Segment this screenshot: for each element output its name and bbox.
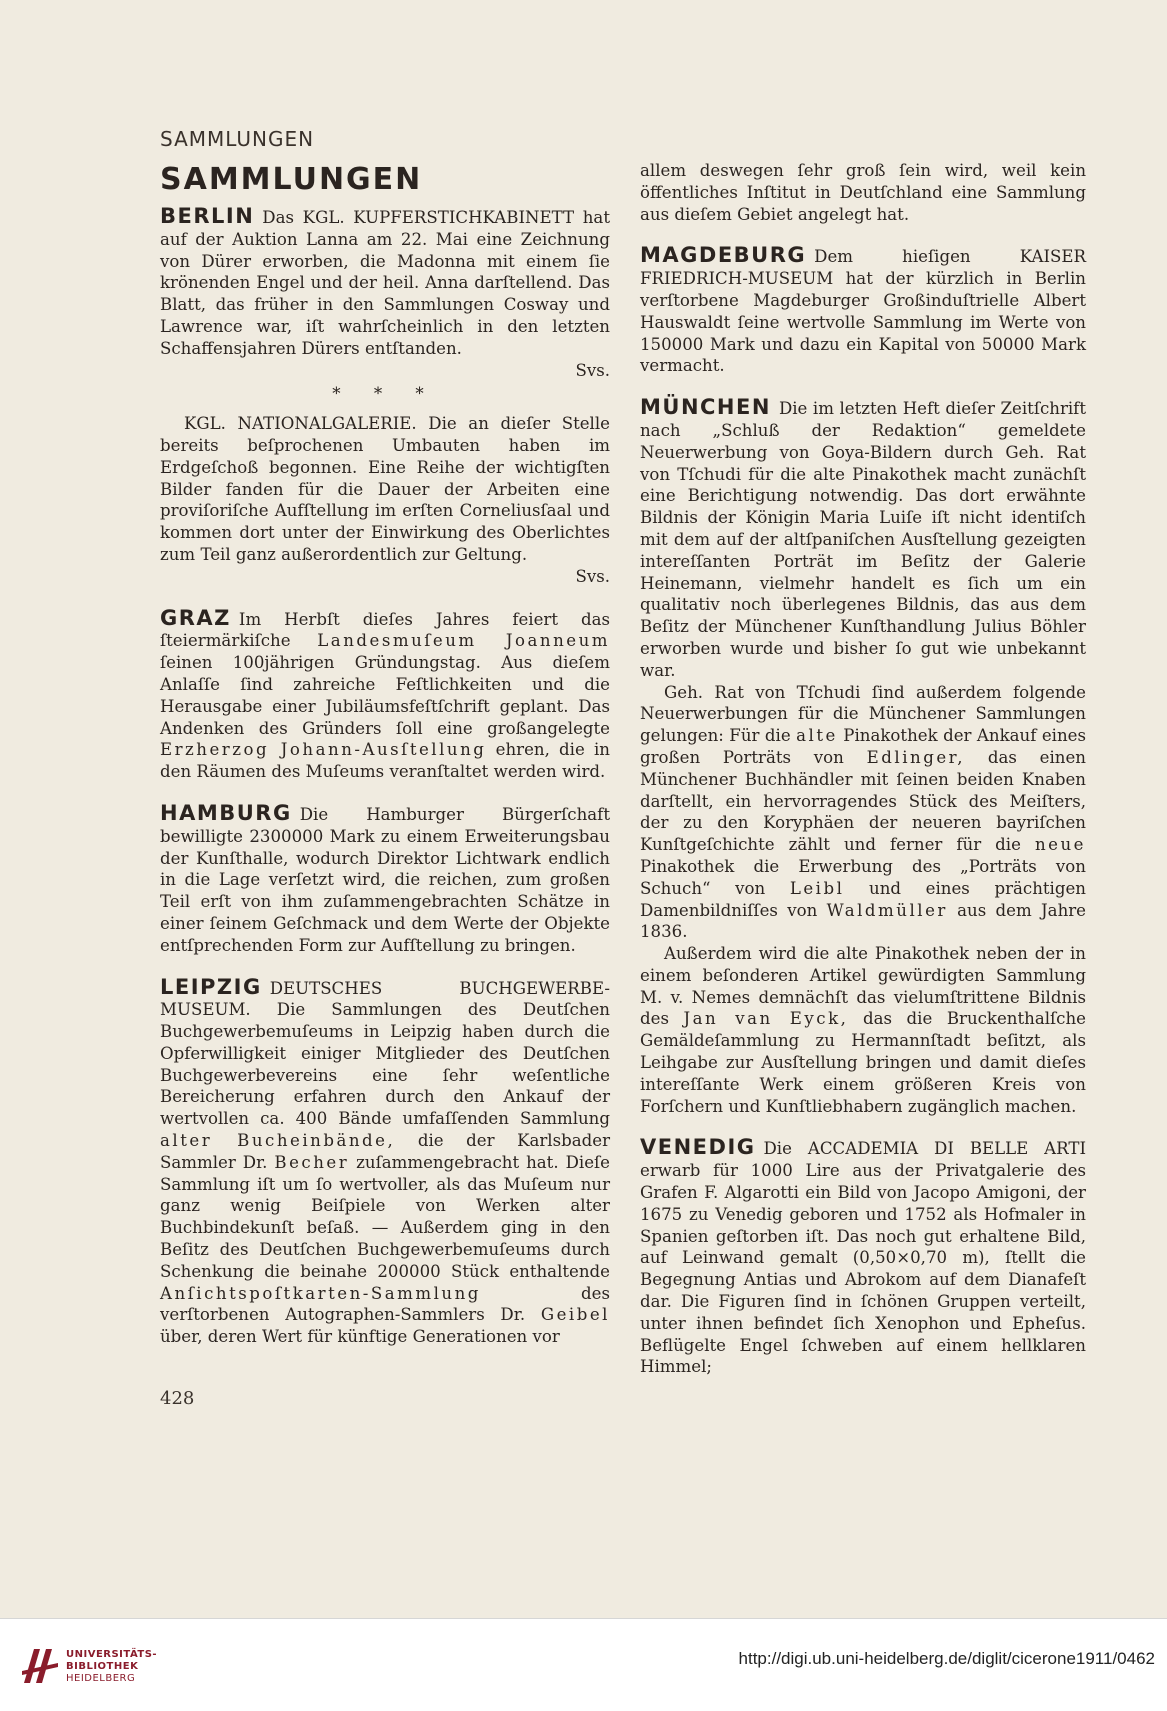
leipzig-text: zuſammengebracht hat. Dieſe Sammlung iſt um ſo wertvoller, als das Muſeum nur ganz wenig Beiſpiele von Werken alter Buchbindekunſt beſaß. — Außerdem ging in den Beſitz des Deutſchen Buchgewerbemuſeums durch Schenkung die beinahe 200000 Stück enthaltende (160, 1152, 610, 1281)
leipzig-spaced-text: Anſichtspoſtkarten-Sammlung (160, 1283, 481, 1303)
section-divider-stars: * * * (332, 384, 438, 404)
logo-line: UNIVERSITÄTS- (66, 1649, 158, 1660)
leipzig-text: die der Karlsbader Sammler Dr. (160, 1131, 611, 1172)
heading-leipzig: LEIPZIG (160, 974, 262, 999)
berlin-text-1: Das KGL. KUPFERSTICHKABINETT hat auf der Auktion Lanna am 22. Mai eine Zeichnung von Dürer erworben, die Madonna mit einem ſie krönenden Engel und der heil. Anna darſtellend. Das Blatt, das früher in den Sammlungen Cosway und Lawrence war, iſt wahrſcheinlich in den letzten Schaffensjahren Dürers entſtanden. (160, 208, 610, 358)
source-url-link[interactable]: http://digi.ub.uni-heidelberg.de/diglit/cicerone1911/0462 (738, 1649, 1155, 1668)
page-title: SAMMLUNGEN (160, 162, 423, 197)
muenchen-spaced-text: Waldmüller (826, 900, 948, 920)
magdeburg-text: Dem hieſigen KAISER FRIEDRICH-MUSEUM hat der kürzlich in Berlin verſtorbene Magdeburger Großinduſtrielle Albert Hauswaldt ſeine wertvolle Sammlung im Werte von 150000 Mark und dazu ein Kapital von 50000 Mark vermacht. (640, 247, 1086, 376)
muenchen-spaced-text: neue (1034, 835, 1086, 855)
heading-graz: GRAZ (160, 605, 231, 630)
section-leipzig (160, 974, 611, 1349)
leipzig-text: DEUTSCHES BUCHGEWERBE-MUSEUM. Die Sammlungen des Deutſchen Buchgewerbemuſeums in Leipzig haben durch die Opferwilligkeit einiger Mitglieder des Deutſchen Buchgewerbevereins eine ſehr weſentliche Bereicherung erfahren durch den Ankauf der wertvollen ca. 400 Bände umfaſſenden Sammlung (160, 978, 610, 1129)
magdeburg-paragraph (640, 245, 1086, 377)
viewer-footer (0, 1618, 1167, 1711)
right-column (640, 160, 1086, 1398)
section-hamburg (160, 800, 610, 957)
leipzig-spaced-text: alter Bucheinbände, (160, 1131, 396, 1151)
muenchen-text: Pinakothek der Ankauf eines großen Porträts von (640, 726, 1086, 767)
heading-berlin: BERLIN (160, 204, 255, 228)
graz-spaced-text: Landesmuſeum Joanneum (317, 631, 611, 651)
leipzig-text: des verſtorbenen Autographen-Sammlers Dr. (160, 1283, 610, 1325)
section-graz (160, 605, 611, 783)
hamburg-text: Die Hamburger Bürgerſchaft bewilligte 2300000 Mark zu einem Erweiterungsbau der Kunſthalle, wodurch Direktor Lichtwark endlich in die Lage verſetzt wird, die reichen, zum großen Teil erſt von ihm zuſammengebrachten Schätze in einer ſeinem Geſchmack und dem Werte der Objekte entſprechenden Form zur Aufſtellung zu bringen. (160, 804, 610, 955)
muenchen-spaced-text: Edlinger, (866, 747, 966, 767)
muenchen-spaced-text: alte (796, 726, 838, 746)
heading-hamburg: HAMBURG (160, 800, 292, 825)
muenchen-text: aus dem Jahre 1836. (640, 900, 1087, 942)
graz-text: Im Herbſt dieſes Jahres feiert das ſteiermärkiſche (160, 609, 610, 651)
section-continuation (640, 160, 1086, 225)
muenchen-text: Geh. Rat von Tſchudi ſind außerdem folgende Neuerwerbungen für die Münchener Sammlungen gelungen: Für die (640, 682, 1086, 746)
page-number: 428 (160, 1388, 195, 1409)
section-magdeburg (640, 245, 1086, 377)
muenchen-paragraph-2 (640, 682, 1086, 944)
library-logo-text[interactable] (66, 1649, 157, 1685)
muenchen-spaced-text: Leibl (789, 878, 845, 898)
graz-text: ſeinen 100jährigen Gründungstag. Aus dieſem Anlaſſe ſind zahreiche Feſtlichkeiten und die Herausgabe einer Jubiläumsfeſtſchrift geplant. Das Andenken des Gründers ſoll eine großangelegte (160, 653, 610, 738)
muenchen-text: Die im letzten Heft dieſer Zeitſchrift nach „Schluß der Redaktion“ gemeldete Neuerwerbung von Goya-Bildern durch Geh. Rat von Tſchudi für die alte Pinakothek macht zunächſt eine Berichtigung notwendig. Das dort erwähnte Bildnis der Königin Maria Luiſe iſt nicht identiſch mit dem auf der altſpaniſchen Ausſtellung gezeigten intereſſanten Porträt im Beſitz der Galerie Heinemann, vielmehr handelt es ſich um ein qualitativ noch überlegenes Bildnis, das aus dem Beſitz der Münchener Kunſthandlung Julius Böhler erworben wurde und bisher ſo gut wie unbekannt war. (640, 399, 1086, 680)
leipzig-spaced-text: Becher (274, 1152, 350, 1172)
running-head: SAMMLUNGEN (160, 127, 315, 151)
venedig-paragraph (640, 1137, 1086, 1378)
signature: Svs. (575, 566, 610, 586)
leipzig-spaced-text: Geibel (540, 1305, 610, 1325)
muenchen-text: und eines prächtigen Damenbildniſſes von (640, 878, 1086, 920)
logo-line: HEIDELBERG (66, 1673, 136, 1684)
berlin-paragraph-2: KGL. NATIONALGALERIE. Die an dieſer Stelle bereits beſprochenen Umbauten haben im Erdgeſchoß begonnen. Eine Reihe der wichtigſten Bilder fanden für die Dauer der Arbeiten eine proviſoriſche Aufſtellung im erſten Corneliusſaal und kommen dort unter der Einwirkung des Oberlichtes zum Teil ganz außerordentlich zur Geltung. (160, 414, 610, 564)
muenchen-paragraph-3 (640, 943, 1086, 1117)
muenchen-text: das die Bruckenthalſche Gemäldeſammlung zu Hermannſtadt beſitzt, als Leihgabe zur Ausſtellung bringen und damit dieſes intereſſante Werk einem größeren Kreis von Forſchern und Kunſtliebhabern zugänglich machen. (640, 1009, 1086, 1116)
graz-paragraph (160, 605, 611, 783)
section-berlin (160, 206, 610, 588)
graz-text: ehren, die in den Räumen des Muſeums veranſtaltet werden wird. (160, 740, 610, 782)
heading-muenchen: MÜNCHEN (640, 395, 771, 420)
heading-magdeburg: MAGDEBURG (640, 243, 807, 268)
venedig-text: Die ACCADEMIA DI BELLE ARTI erwarb für 1000 Lire aus der Privatgalerie des Grafen F. Algarotti ein Bild von Jacopo Amigoni, der 1675 zu Venedig geboren und 1752 als Hofmaler in Spanien geſtorben iſt. Das noch gut erhaltene Bild, auf Leinwand gemalt (0,50×0,70 m), ſtellt die Begegnung Antias und Abrokom auf dem Dianafeſt dar. Die Figuren ſind in ſchönen Gruppen verteilt, unter ihnen befindet ſich Xenophon und Epheſus. Beflügelte Engel ſchweben auf einem hellklaren Himmel; (640, 1139, 1086, 1377)
muenchen-paragraph-1 (640, 397, 1086, 681)
university-logo-icon[interactable] (20, 1643, 60, 1687)
section-muenchen (640, 397, 1086, 1117)
left-column (160, 160, 610, 1368)
berlin-paragraph-1 (160, 206, 610, 360)
hamburg-paragraph (160, 800, 610, 957)
continuation-paragraph: allem deswegen ſehr groß ſein wird, weil kein öffentliches Inſtitut in Deutſchland eine Sammlung aus dieſem Gebiet angelegt hat. (640, 161, 1086, 224)
muenchen-text: Außerdem wird die alte Pinakothek neben der in einem beſonderen Artikel gewürdigten Sammlung M. v. Nemes demnächſt das vielumſtrittene Bildnis des (640, 944, 1086, 1029)
muenchen-text: das einen Münchener Buchhändler mit ſeinen beiden Knaben darſtellt, ein hervorragendes Stück des Meiſters, der zu den Koryphäen der neueren bayriſchen Kunſtgeſchichte zählt und ferner für die (640, 747, 1086, 855)
leipzig-text: über, deren Wert für künftige Generationen vor (160, 1327, 560, 1347)
heading-venedig: VENEDIG (640, 1135, 756, 1160)
leipzig-paragraph (160, 974, 611, 1349)
muenchen-text: Pinakothek die Erwerbung des „Porträts von Schuch“ von (640, 856, 1086, 898)
graz-spaced-text: Erzherzog Johann-Ausſtellung (160, 740, 487, 760)
logo-line: BIBLIOTHEK (66, 1661, 139, 1672)
muenchen-spaced-text: Jan van Eyck, (683, 1009, 849, 1029)
signature: Svs. (575, 360, 610, 380)
section-venedig (640, 1137, 1086, 1378)
